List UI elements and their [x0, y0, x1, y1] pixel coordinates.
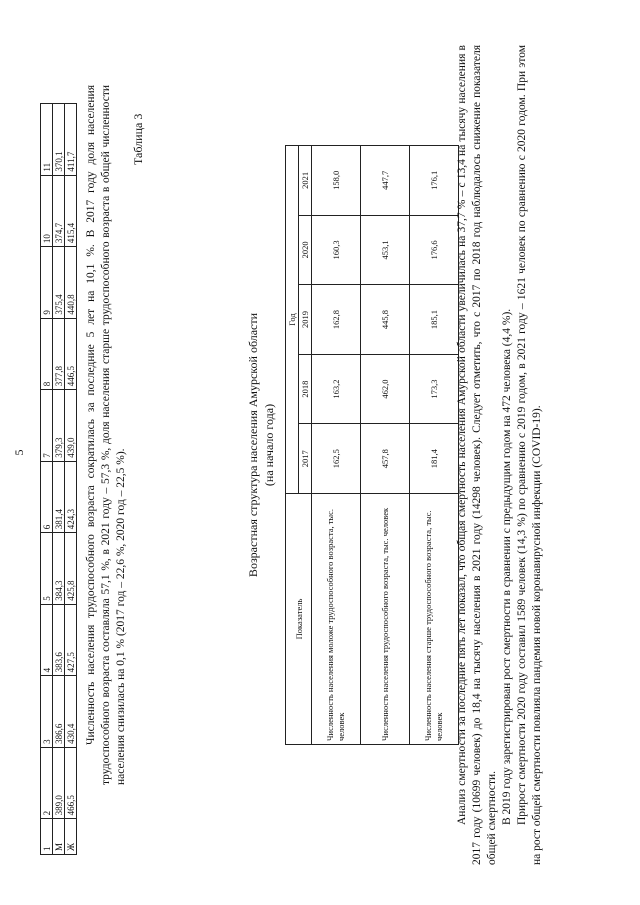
table-cell: 163,2	[312, 354, 361, 424]
table-cell: 7	[41, 390, 53, 462]
table-cell: 4	[41, 604, 53, 676]
table-subtitle: (на начало года)	[262, 403, 276, 487]
table-row	[410, 146, 459, 745]
table-row	[65, 104, 77, 855]
table-cell: 440,8	[65, 247, 77, 319]
paragraph-mortality-2019: В 2019 году зарегистрирован рост смертности в сравнении с предыдущим годом на 472 человека (4,4 %).	[501, 308, 513, 825]
table-cell: 176,1	[410, 146, 459, 216]
table-cell: 381,4	[53, 461, 65, 533]
table-cell: 466,5	[65, 747, 77, 819]
table-cell: 424,3	[65, 461, 77, 533]
table-header-row	[286, 146, 299, 745]
table-cell: 375,4	[53, 247, 65, 319]
row-label: Численность населения трудоспособного возраста, тыс. человек	[361, 494, 410, 745]
column-header-indicator: Показатель	[286, 494, 312, 745]
table-cell: 8	[41, 318, 53, 390]
table-cell: 374,7	[53, 175, 65, 247]
page-number: 5	[12, 449, 26, 456]
table-row	[53, 104, 65, 855]
mortality-analysis-section	[455, 45, 545, 865]
table-cell: 173,3	[410, 354, 459, 424]
table-header-row	[41, 104, 53, 855]
year-header: 2019	[299, 285, 312, 355]
table-cell: 158,0	[312, 146, 361, 216]
table-cell: 176,6	[410, 215, 459, 285]
table-title-line: Возрастная структура населения Амурской области	[246, 312, 260, 578]
table-cell: 5	[41, 533, 53, 605]
year-header: 2020	[299, 215, 312, 285]
table-cell: 457,8	[361, 424, 410, 494]
table-cell: 445,8	[361, 285, 410, 355]
column-header-year: Год	[286, 146, 299, 494]
table-cell: 453,1	[361, 215, 410, 285]
table-cell: 389,0	[53, 747, 65, 819]
year-header: 2018	[299, 354, 312, 424]
row-label: Численность населения моложе трудоспособного возраста, тыс. человек	[312, 494, 361, 745]
table-cell: 6	[41, 461, 53, 533]
table-cell: М	[53, 819, 65, 855]
table-cell: 9	[41, 247, 53, 319]
table-title	[245, 145, 277, 745]
table-cell: 411,7	[65, 104, 77, 176]
table-cell: 370,1	[53, 104, 65, 176]
table-row	[312, 146, 361, 745]
table-cell: 462,0	[361, 354, 410, 424]
paragraph-working-age-population: Численность населения трудоспособного возраста сократилась за последние 5 лет на 10,1 %. В 2017 году доля населения трудоспособного возраста составляла 57,1 %, в 2021 году – 57,3 %, доля населения старше трудоспособного возраста в общей численности населения снизилась на 0,1 % (2017 год – 22,6 %, 2020 год – 22,5 %).	[84, 85, 127, 785]
year-header: 2021	[299, 146, 312, 216]
paragraph-mortality-analysis: Анализ смертности за последние пять лет показал, что общая смертность населения Амурской области увеличилась на 37,7 % – с 13,4 на тысячу населения в 2017 году (10699 человек) до 18,4 на тысячу населения в 2021 году (14298 человек). Следует отметить, что с 2017 по 2018 год наблюдалось снижение показателя общей смертности.	[456, 45, 498, 865]
table-cell: 11	[41, 104, 53, 176]
table-cell: 447,7	[361, 146, 410, 216]
table-cell: 185,1	[410, 285, 459, 355]
table-cell: 377,8	[53, 318, 65, 390]
year-header: 2017	[299, 424, 312, 494]
table-row	[361, 146, 410, 745]
table-cell: 415,4	[65, 175, 77, 247]
population-by-sex-table	[40, 103, 77, 855]
table-cell: 2	[41, 747, 53, 819]
table-cell: 1	[41, 819, 53, 855]
table-cell: 427,5	[65, 604, 77, 676]
paragraph-mortality-growth: Прирост смертности 2020 году составил 1589 человек (14,3 %) по сравнению с 2019 годом, в 2021 году – 1621 человек по сравнению с 2020 годом. При этом на рост общей смертности повлияла пандемия новой коронавирусной инфекции (COVID-19).	[516, 45, 543, 865]
table-cell: 446,5	[65, 318, 77, 390]
table-cell: 379,3	[53, 390, 65, 462]
table-cell: 181,4	[410, 424, 459, 494]
table-cell: 430,4	[65, 676, 77, 748]
table-caption: Таблица 3	[131, 113, 145, 165]
table-cell: 384,3	[53, 533, 65, 605]
table-cell: 3	[41, 676, 53, 748]
table-cell: 160,3	[312, 215, 361, 285]
table-cell: 425,8	[65, 533, 77, 605]
table-cell: 383,6	[53, 604, 65, 676]
row-label: Численность населения старше трудоспособного возраста, тыс. человек	[410, 494, 459, 745]
table-cell: 386,6	[53, 676, 65, 748]
table-cell: Ж	[65, 819, 77, 855]
age-structure-table	[285, 145, 459, 745]
table-cell: 439,0	[65, 390, 77, 462]
table-cell: 10	[41, 175, 53, 247]
table-cell: 162,8	[312, 285, 361, 355]
table-cell: 162,5	[312, 424, 361, 494]
